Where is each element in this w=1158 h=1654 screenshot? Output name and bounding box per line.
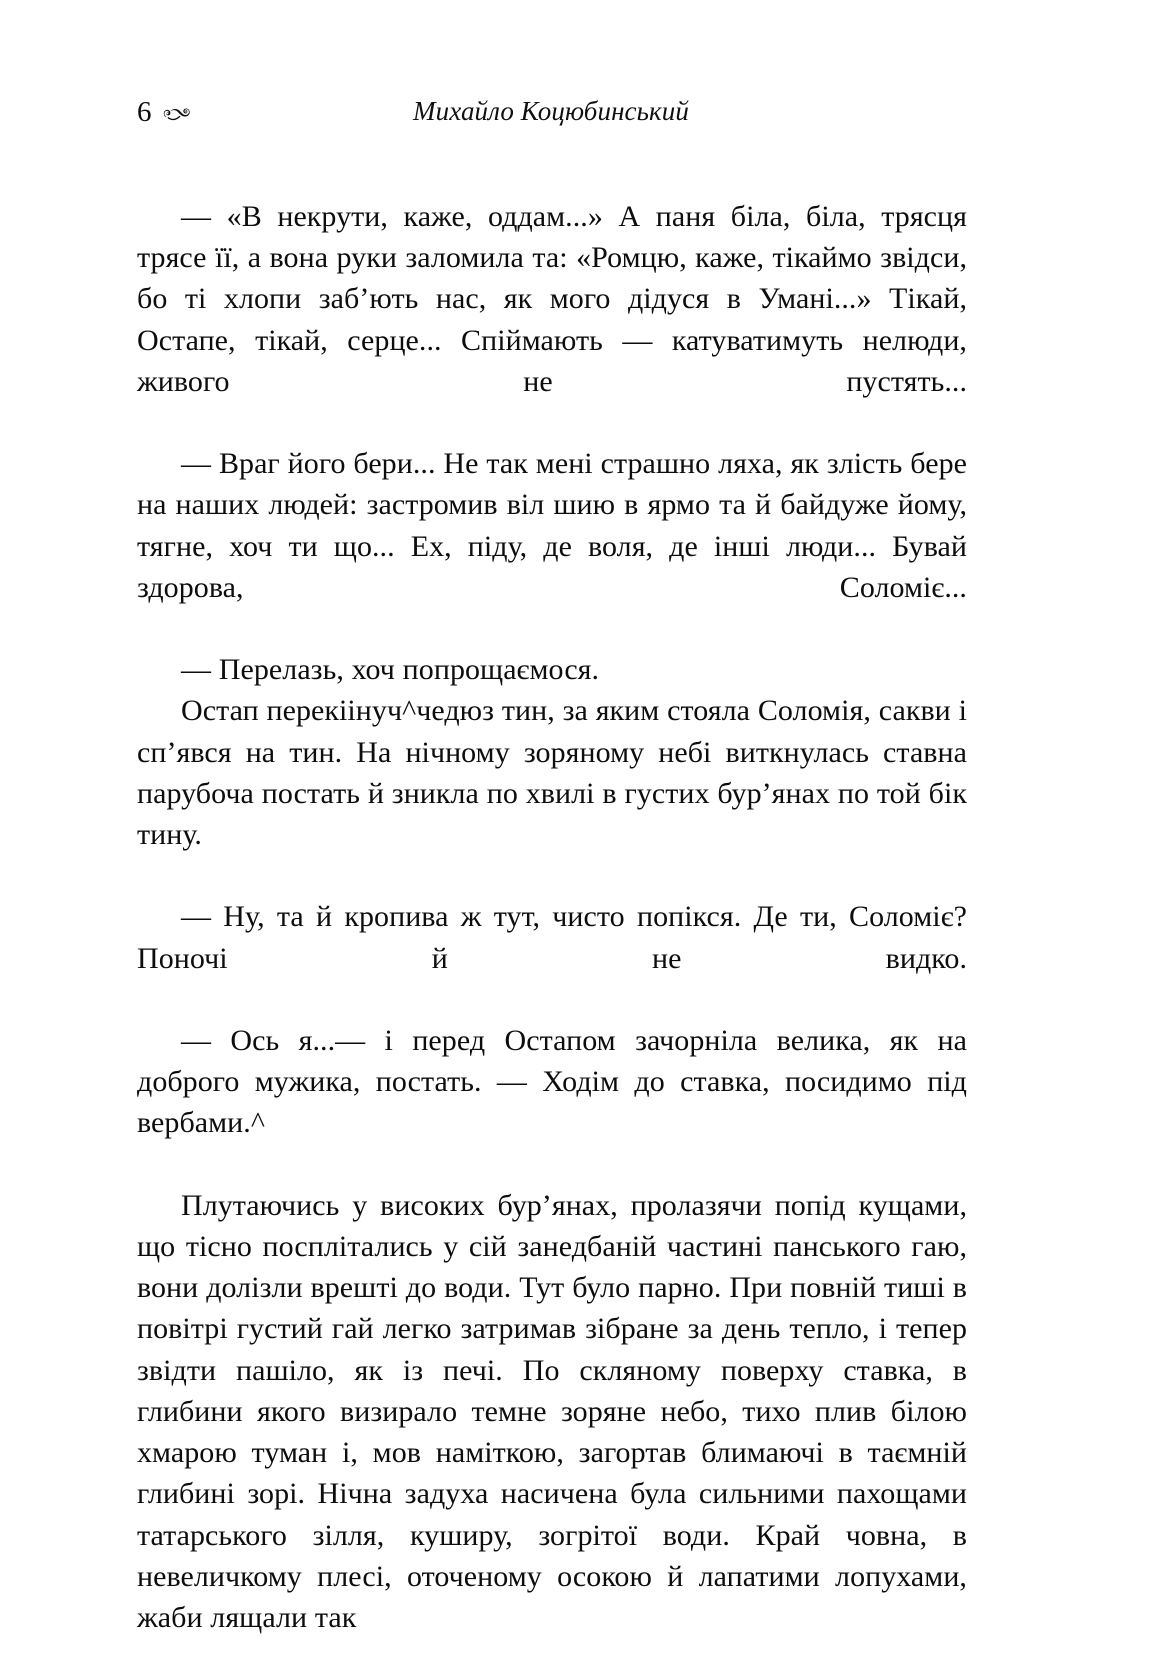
paragraph: Остап перекіінуч^чедюз тин, за яким стояла Соломія, сакви і сп’явся на тин. На нічному зоряному небі виткнулась ставна парубоча постать й зникла по хвилі в густих бур’янах по той бік тину. <box>137 694 967 852</box>
paragraph: — Перелазь, хоч попрощаємося. <box>181 653 600 687</box>
body-text <box>137 196 967 1638</box>
page-number: 6 <box>137 95 152 128</box>
paragraph: — «В некрути, каже, оддам...» А паня біла, біла, трясця трясе її, а вона руки заломила та: «Ромцю, каже, тікаймо звідси, бо ті хлопи заб’ють нас, як мого дідуся в Умані...» Тікай, Остапе, тікай, серце... Спіймають — катуватимуть нелюди, живого не пустять... <box>137 200 967 398</box>
paragraph: Плутаючись у високих бур’янах, пролазячи попід кущами, що тісно посплітались у сій занедбаній частині панського гаю, вони долізли врешті до води. Тут було парно. При повній тиші в повітрі густий гай легко затримав зібране за день тепло, і тепер звідти пашіло, як із печі. По скляному поверху ставка, в глибини якого визирало темне зоряне небо, тихо плив білою хмарою туман і, мов наміткою, загортав блимаючі в таємній глибині зорі. Нічна задуха насичена була сильними пахощами татарського зілля, куширу, зогрітої води. Край човна, в невеличкому плесі, оточеному осокою й лапатими лопухами, жаби лящали так <box>137 1188 967 1634</box>
running-header <box>137 92 965 132</box>
paragraph: — Ось я...— і перед Остапом зачорніла велика, як на доброго мужика, постать. — Ходім до ставка, посидимо під вербами.^ <box>137 1024 967 1140</box>
paragraph: — Ну, та й кропива ж тут, чисто попікся. Де ти, Соломіє? Поночі й не видко. <box>137 900 967 975</box>
paragraph: — Враг його бери... Не так мені страшно ляха, як злість бере на наших людей: застромив віл шию в ярмо та й байдуже йому, тягне, хоч ти що... Ех, піду, де воля, де інші люди... Бувай здорова, Соломіє... <box>137 447 967 604</box>
header-author-title: Михайло Коцюбинський <box>413 96 689 126</box>
